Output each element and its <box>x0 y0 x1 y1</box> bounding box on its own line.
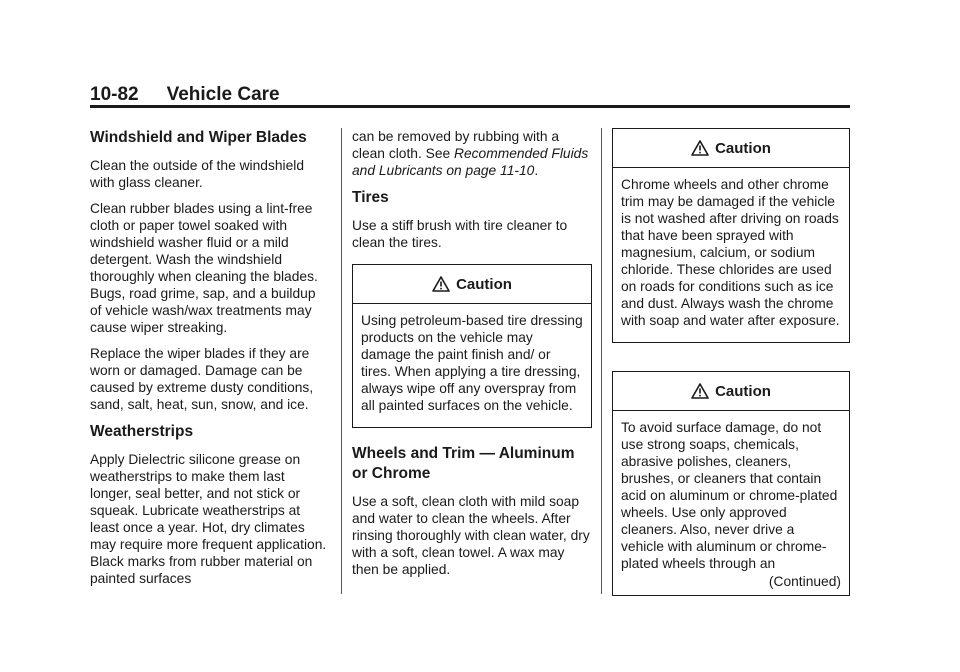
paragraph: Use a stiff brush with tire cleaner to clean the tires. <box>352 218 568 250</box>
header-rule <box>90 105 850 108</box>
warning-triangle-icon <box>432 276 450 292</box>
column-left <box>90 128 330 596</box>
caution-box <box>352 264 592 428</box>
tires-heading: Tires <box>352 189 389 206</box>
section-title: Vehicle Care <box>166 84 280 105</box>
cross-reference-link[interactable]: Recommended Fluids and Lubricants on page 11-10 <box>352 146 589 178</box>
caution-header <box>613 372 849 411</box>
weatherstrips-heading: Weatherstrips <box>90 423 194 440</box>
paragraph: Apply Dielectric silicone grease on weatherstrips to make them last longer, seal better, and not stick or squeak. Lubricate weatherstrips at least once a year. Hot, dry climates may require more frequent application. Black marks from rubber material on painted surfaces <box>90 452 327 586</box>
column-right <box>612 128 850 596</box>
caution-box <box>612 128 850 343</box>
column-divider <box>601 128 602 594</box>
paragraph: Use a soft, clean cloth with mild soap and water to clean the wheels. After rinsing thoroughly with clean water, dry with a soft, clean towel. A wax may then be applied. <box>352 494 590 577</box>
page-header <box>90 84 280 106</box>
wheels-heading: Wheels and Trim — Aluminum or Chrome <box>352 445 575 482</box>
windshield-heading: Windshield and Wiper Blades <box>90 129 307 146</box>
caution-text: To avoid surface damage, do not use strong soaps, chemicals, abrasive polishes, cleaners, brushes, or cleaners that contain acid on aluminum or chrome-plated wheels. Use only approved cleaners. Also, never drive a vehicle with aluminum or chrome-plated wheels through an <box>621 420 838 571</box>
caution-text: Chrome wheels and other chrome trim may be damaged if the vehicle is not washed after driving on roads that have been sprayed with magnesium, calcium, or sodium chloride. These chlorides are used on roads for conditions such as ice and dust. Always wash the chrome with soap and water after exposure. <box>621 177 840 328</box>
caution-label: Caution <box>715 139 771 157</box>
caution-box <box>612 371 850 596</box>
caution-label: Caution <box>715 382 771 400</box>
paragraph: can be removed by rubbing with a clean cloth. See Recommended Fluids and Lubricants on page 11-10. <box>352 129 589 178</box>
warning-triangle-icon <box>691 140 709 156</box>
column-divider <box>341 128 342 594</box>
caution-header <box>613 129 849 168</box>
paragraph: Clean the outside of the windshield with glass cleaner. <box>90 158 304 190</box>
caution-label: Caution <box>456 275 512 293</box>
column-middle <box>352 128 592 587</box>
paragraph: Replace the wiper blades if they are worn or damaged. Damage can be caused by extreme dusty conditions, sand, salt, heat, sun, snow, and ice. <box>90 346 314 412</box>
warning-triangle-icon <box>691 383 709 399</box>
caution-text: Using petroleum-based tire dressing products on the vehicle may damage the paint finish and/ or tires. When applying a tire dressing, always wipe off any overspray from all painted surfaces on the vehicle. <box>361 313 583 413</box>
continued-label: (Continued) <box>768 574 841 589</box>
paragraph: Clean rubber blades using a lint-free cloth or paper towel soaked with windshield washer fluid or a mild detergent. Wash the windshield thoroughly when cleaning the blades. Bugs, road grime, sap, and a buildup of vehicle wash/wax treatments may cause wiper streaking. <box>90 201 318 335</box>
caution-header <box>353 265 591 304</box>
page-number: 10-82 <box>90 84 139 105</box>
